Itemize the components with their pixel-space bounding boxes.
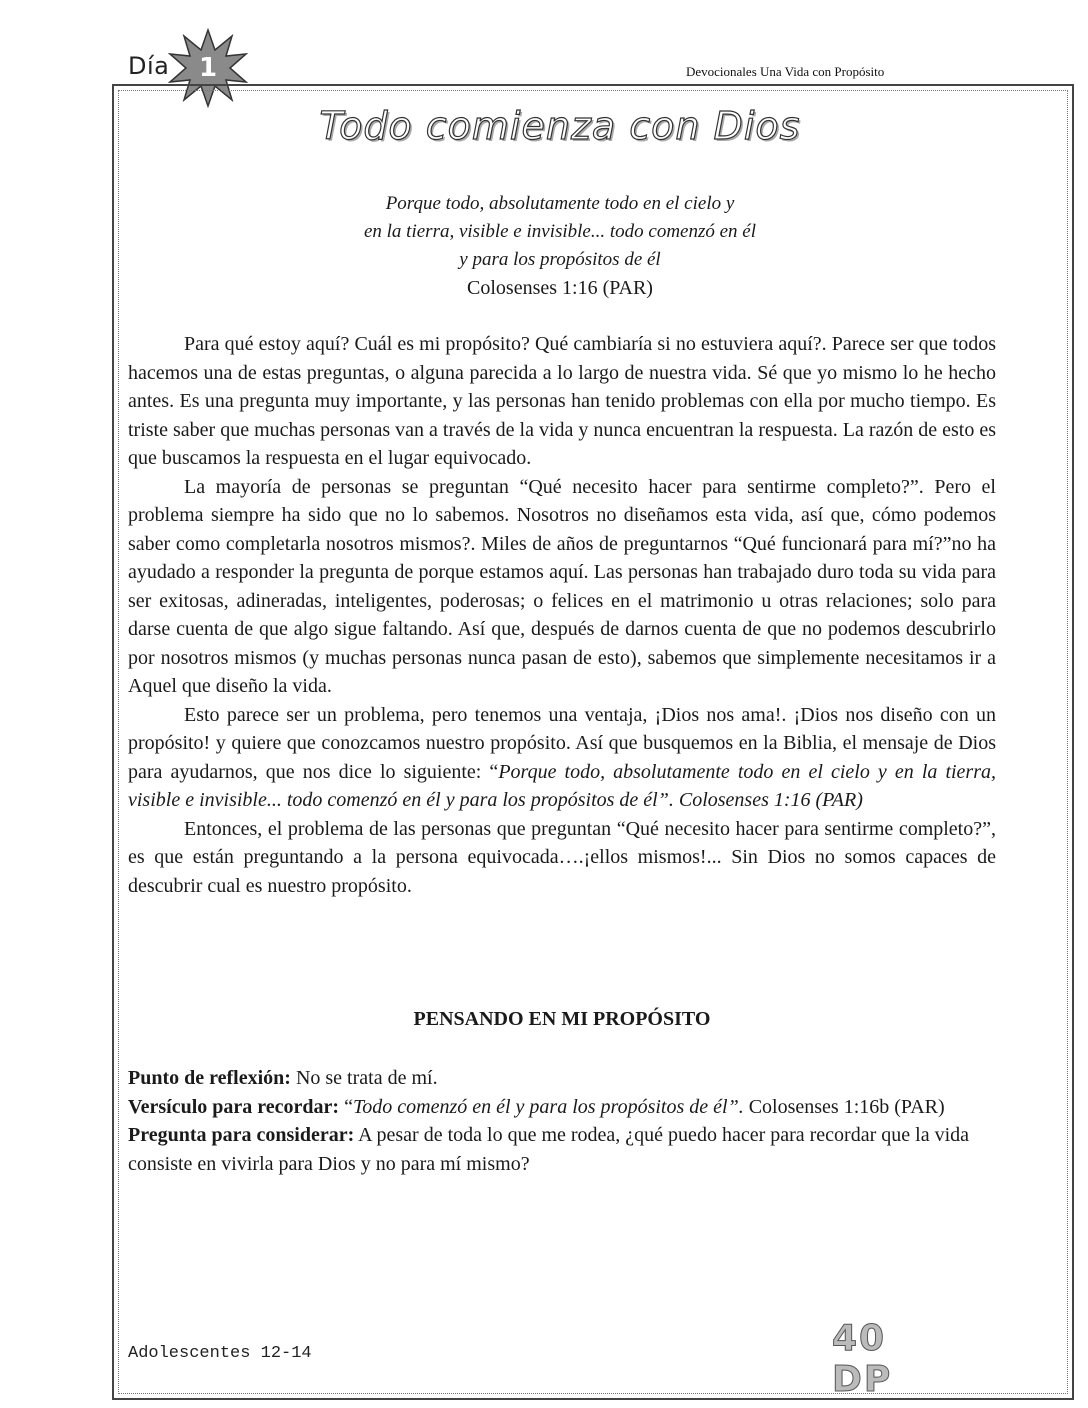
consider-question-label: Pregunta para considerar: [128, 1124, 355, 1146]
section-heading: PENSANDO EN MI PROPÓSITO [413, 1008, 711, 1030]
audience-label: Adolescentes 12-14 [128, 1344, 312, 1363]
logo-text: 40 DP [832, 1318, 893, 1400]
day-number: 1 [198, 53, 218, 83]
memory-verse-quote: Todo comenzó en él y para los propósitos de él”. [352, 1095, 744, 1118]
series-title: Devocionales Una Vida con Propósito [686, 64, 885, 79]
memory-verse [128, 1093, 996, 1122]
epigraph-line: y para los propósitos de él [459, 249, 661, 270]
epigraph-line: Porque todo, absolutamente todo en el cielo y [385, 193, 735, 214]
paragraph [128, 701, 996, 815]
paragraph-text: Esto parece ser un problema, pero tenemos una ventaja, ¡Dios nos ama!. ¡Dios nos diseño con un propósito! y quiere que conozcamos nuestro propósito. Así que busquemos en la Biblia, el mensaje de Dios para ayudarnos, que nos dice lo siguiente: “ [128, 703, 996, 783]
bible-quote: Porque todo, absolutamente todo en el cielo y en la tierra, visible e invisible... todo comenzó en él y para los propósitos de él”. Colosenses 1:16 (PAR) [128, 760, 997, 811]
memory-verse-open: “ [339, 1095, 353, 1118]
page-title: Todo comienza con Dios [319, 104, 801, 148]
memory-verse-label: Versículo para recordar: [128, 1095, 340, 1118]
reflection-point-label: Punto de reflexión: [128, 1067, 291, 1089]
body-text [128, 330, 996, 900]
epigraph-line: en la tierra, visible e invisible... todo comenzó en él [363, 221, 757, 242]
day-label: Día [128, 52, 170, 80]
consider-question [128, 1121, 996, 1178]
memory-verse-ref: Colosenses 1:16b (PAR) [743, 1095, 945, 1118]
epigraph-reference: Colosenses 1:16 (PAR) [467, 277, 653, 299]
reflection-point [128, 1064, 996, 1093]
reflection-point-text: No se trata de mí. [290, 1067, 438, 1089]
consider-question-text: A pesar de toda lo que me rodea, ¿qué puedo hacer para recordar que la vida consiste en vivirla para Dios y no para mí mismo? [128, 1124, 969, 1175]
reflection-block [128, 1064, 996, 1178]
paragraph: Para qué estoy aquí? Cuál es mi propósito? Qué cambiaría si no estuviera aquí?. Parece ser que todos hacemos una de estas preguntas, o alguna parecida a lo largo de nuestra vida. Sé que yo mismo lo he hecho antes. Es una pregunta muy importante, y las personas han tenido problemas con ella por mucho tiempo. Es triste saber que muchas personas van a través de la vida y nunca encuentran la respuesta. La razón de esto es que buscamos la respuesta en el lugar equivocado. [128, 333, 996, 469]
paragraph: La mayoría de personas se preguntan “Qué necesito hacer para sentirme completo?”. Pero el problema siempre ha sido que no lo sabemos. Nosotros no diseñamos esta vida, así que, cómo podemos saber como completarla nosotros mismos?. Miles de años de preguntarnos “Qué funcionará para mí?”no ha ayudado a responder la pregunta de porque estamos aquí. Las personas han trabajado duro toda su vida para ser exitosas, adineradas, inteligentes, poderosas; o felices en el matrimonio u otras relaciones; solo para darse cuenta de que algo sigue faltando. Así que, después de darnos cuenta de que no podemos descubrirlo por nosotros mismos (y muchas personas nunca pasan de esto), sabemos que simplemente necesitamos ir a Aquel que diseño la vida. [128, 475, 996, 697]
epigraph [280, 190, 840, 302]
paragraph: Entonces, el problema de las personas que preguntan “Qué necesito hacer para sentirme completo?”, es que están preguntando a la persona equivocada….¡ellos mismos!... Sin Dios no somos capaces de descubrir cual es nuestro propósito. [128, 817, 996, 897]
logo [832, 1318, 952, 1400]
